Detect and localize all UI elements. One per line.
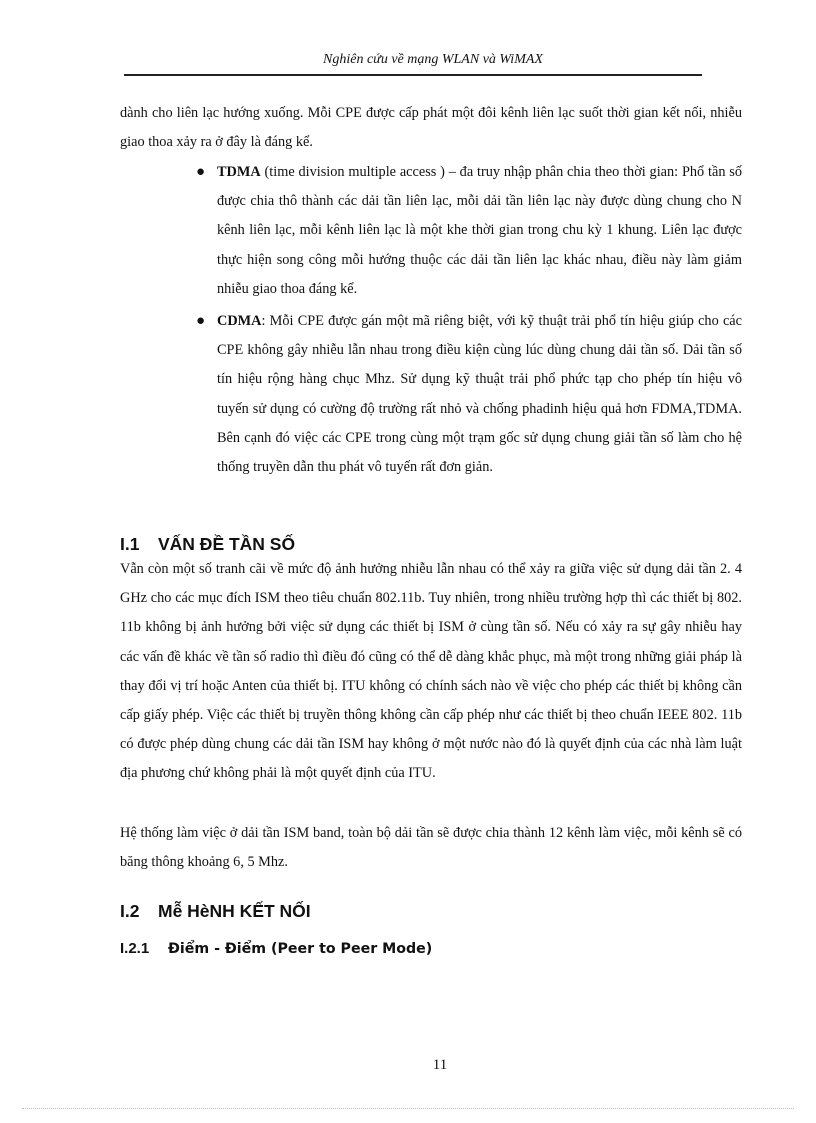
list-item-cdma xyxy=(217,307,742,482)
header-rule xyxy=(124,74,702,76)
list-item-tdma xyxy=(217,158,742,304)
section1-paragraph-2: Hệ thống làm việc ở dải tần ISM band, toàn bộ dải tần sẽ được chia thành 12 kênh làm việc, mỗi kênh sẽ có băng thông khoảng 6, 5 Mhz. xyxy=(120,825,742,871)
cdma-description: : Mỗi CPE được gán một mã riêng biệt, với kỹ thuật trải phổ tín hiệu giúp cho các CPE không gây nhiễu lẫn nhau trong điều kiện cùng lúc dùng chung dải tần số. Dải tần số tín hiệu rộng hàng chục Mhz. Sử dụng kỹ thuật trải phổ phức tạp cho phép tín hiệu vô tuyến sử dụng có cường độ trường rất nhỏ và chống phadinh hiệu quả hơn FDMA,TDMA. Bên cạnh đó việc các CPE trong cùng một trạm gốc sử dụng chung giải tần số làm cho hệ thống truyền dẫn thu phát vô tuyến rất đơn giản. xyxy=(217,313,742,476)
bullet-icon: ● xyxy=(196,313,206,329)
section-heading-1-2 xyxy=(120,901,311,922)
subsection-title: Điểm - Điểm (Peer to Peer Mode) xyxy=(168,941,433,957)
subsection-number: I.2.1 xyxy=(120,940,150,957)
tdma-term: TDMA xyxy=(217,164,261,180)
section-heading-1-1 xyxy=(120,534,295,555)
page-number: 11 xyxy=(432,1057,448,1073)
section-number: I.2 xyxy=(120,901,140,921)
section-title: Mễ HèNH KẾT NỐI xyxy=(158,901,311,921)
intro-paragraph: dành cho liên lạc hướng xuống. Mỗi CPE được cấp phát một đôi kênh liên lạc suốt thời gian kết nối, nhiễu giao thoa xảy ra ở đây là đáng kể. xyxy=(120,105,742,151)
subsection-heading-1-2-1 xyxy=(120,940,432,957)
section-number: I.1 xyxy=(120,534,140,554)
section1-paragraph-1: Vẫn còn một số tranh cãi về mức độ ảnh hưởng nhiễu lẫn nhau có thể xảy ra giữa việc sử dụng dải tần 2. 4 GHz cho các mục đích ISM theo tiêu chuẩn 802.11b. Tuy nhiên, trong nhiều trường hợp thì các thiết bị 802. 11b không bị ảnh hưởng bởi việc sử dụng các thiết bị ISM ở cùng tần số. Nếu có xảy ra sự gây nhiễu hay các vấn đề khác về tần số radio thì điều đó cũng có thể dễ dàng khắc phục, mà một trong những giải pháp là thay đổi vị trí hoặc Anten của thiết bị. ITU không có chính sách nào về việc cho phép các thiết bị không cần cấp giấy phép. Việc các thiết bị truyền thông không cần cấp phép như các thiết bị theo chuẩn IEEE 802. 11b có được phép dùng chung các dải tần ISM hay không ở một nước nào đó là quyết định của các nhà làm luật địa phương chứ không phải là một quyết định của ITU. xyxy=(120,561,742,782)
cdma-term: CDMA xyxy=(217,313,262,329)
page-bottom-border xyxy=(22,1108,794,1109)
running-header: Nghiên cứu về mạng WLAN và WiMAX xyxy=(323,52,543,67)
tdma-description: (time division multiple access ) – đa truy nhập phân chia theo thời gian: Phổ tần số được chia thô thành các dải tần liên lạc, mỗi dải tần liên lạc này được dùng chung cho N kênh liên lạc, mỗi kênh liên lạc là một khe thời gian trong chu kỳ 1 khung. Liên lạc được thực hiện song công mỗi hướng thuộc các dải tần liên lạc khác nhau, điều này làm giảm nhiễu giao thoa đáng kể. xyxy=(217,164,742,297)
section-title: VẤN ĐỀ TẦN SỐ xyxy=(158,534,296,554)
bullet-icon: ● xyxy=(196,164,206,180)
